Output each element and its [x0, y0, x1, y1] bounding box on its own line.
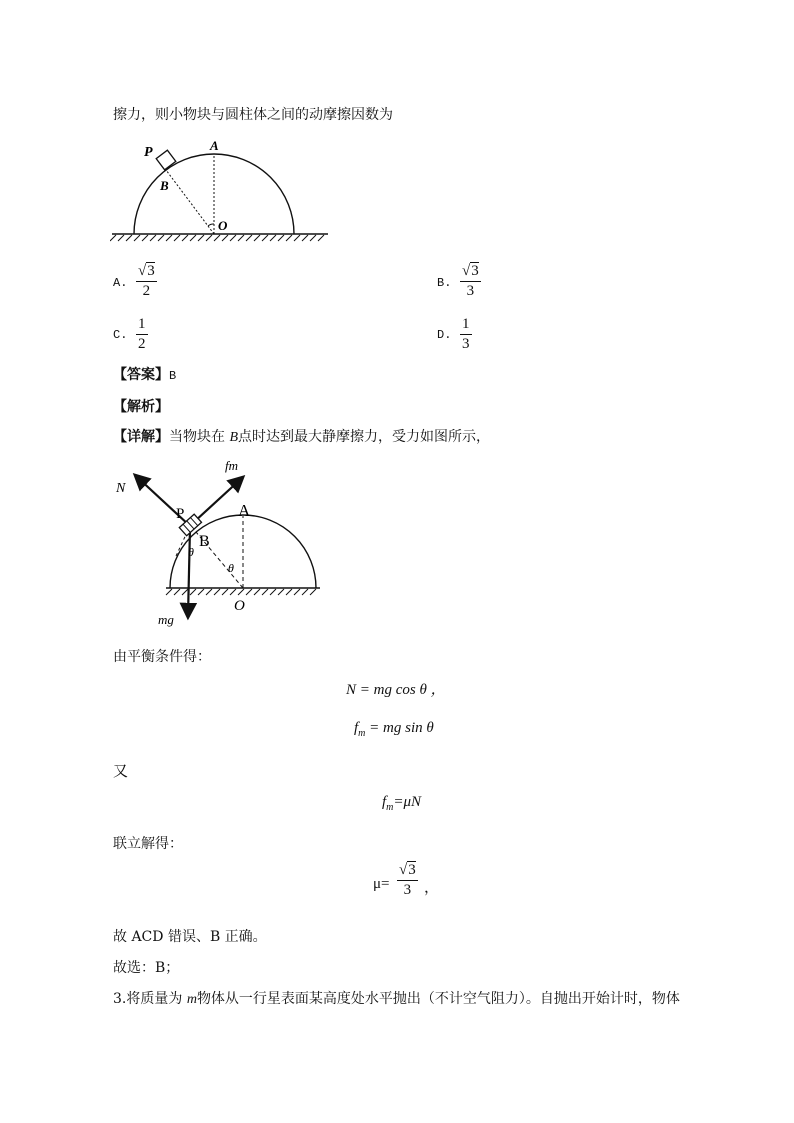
detail-text-2: 点时达到最大静摩擦力，受力如图所示， — [238, 429, 491, 445]
option-a-denominator: 2 — [142, 283, 151, 299]
detail-text-1: 当物块在 — [169, 429, 230, 445]
eq4-tail: ， — [424, 880, 440, 896]
fig2-label-o: O — [234, 598, 245, 614]
fig2-label-p: P — [176, 506, 185, 522]
eq3-f: f — [382, 794, 387, 810]
balance-line: 由平衡条件得： — [113, 649, 211, 665]
option-d-fraction — [460, 316, 472, 353]
option-a-numerator: 3 — [147, 263, 155, 279]
equation-friction-force — [354, 720, 434, 739]
option-c-numerator: 1 — [138, 316, 146, 332]
next-question — [113, 988, 680, 1008]
option-c-label: C. — [113, 328, 128, 342]
answer-bracket: 【答案】 — [113, 367, 169, 383]
also-line: 又 — [113, 762, 129, 780]
detail-line — [113, 426, 490, 446]
eq2-sub: m — [358, 728, 366, 739]
fig2-label-fm: fm — [225, 458, 238, 473]
eq4-lhs: μ= — [373, 876, 390, 892]
fig2-label-b: B — [199, 533, 210, 550]
fig1-label-o: O — [218, 218, 228, 233]
detail-point: B — [229, 430, 239, 445]
option-c-denominator: 2 — [138, 336, 146, 352]
option-b-numerator: 3 — [471, 263, 479, 279]
fig1-label-p: P — [144, 145, 153, 160]
option-a-label: A. — [113, 276, 128, 290]
conclusion-line: 故 ACD 错误、B 正确。 — [113, 929, 267, 945]
eq2-rhs: = mg sin θ — [365, 720, 434, 736]
eq4-numerator: 3 — [408, 862, 416, 878]
fig2-label-n: N — [116, 481, 126, 496]
intro-line: 擦力，则小物块与圆柱体之间的动摩擦因数为 — [113, 107, 393, 123]
fig2-label-mg: mg — [158, 612, 174, 627]
eq1-rhs: = mg cos θ ， — [356, 682, 446, 698]
next-question-var: m — [186, 992, 197, 1007]
fig1-label-a: A — [210, 138, 219, 153]
option-d-label: D. — [437, 328, 452, 342]
choose-line: 故选：B； — [113, 960, 180, 976]
next-question-prefix: 3.将质量为 — [113, 991, 187, 1007]
fig1-label-b: B — [160, 178, 169, 193]
eq2-f: f — [354, 720, 359, 736]
next-question-suffix: 物体从一行星表面某高度处水平抛出（不计空气阻力）。自抛出开始计时，物体 — [196, 991, 680, 1007]
equation-normal-force — [346, 678, 446, 699]
figure-semicircle — [110, 138, 332, 242]
option-b-fraction: √3 3 — [462, 263, 479, 299]
answer-value: B — [169, 369, 177, 383]
fig2-label-a: A — [238, 501, 251, 520]
answer-line — [113, 364, 176, 384]
figure-force-diagram — [110, 456, 330, 632]
fig2-label-theta-block: θ — [188, 545, 194, 559]
equation-friction-coefficient — [382, 794, 421, 813]
fig2-label-theta-center: θ — [228, 561, 234, 575]
option-d-numerator: 1 — [462, 316, 470, 332]
option-b-denominator: 3 — [466, 283, 475, 299]
option-c-fraction — [136, 316, 148, 353]
eq1-lhs: N — [346, 682, 357, 698]
combine-line: 联立解得： — [113, 836, 183, 852]
eq4-denominator: 3 — [403, 882, 412, 898]
eq4-fraction: √3 3 — [399, 862, 416, 898]
analysis-heading: 【解析】 — [113, 399, 169, 415]
eq3-sub: m — [386, 802, 394, 813]
detail-bracket: 【详解】 — [113, 429, 169, 445]
eq3-rhs: =μN — [393, 794, 422, 810]
option-b-label: B. — [437, 276, 452, 290]
option-d-denominator: 3 — [462, 336, 470, 352]
option-a-fraction: √3 2 — [138, 263, 155, 299]
